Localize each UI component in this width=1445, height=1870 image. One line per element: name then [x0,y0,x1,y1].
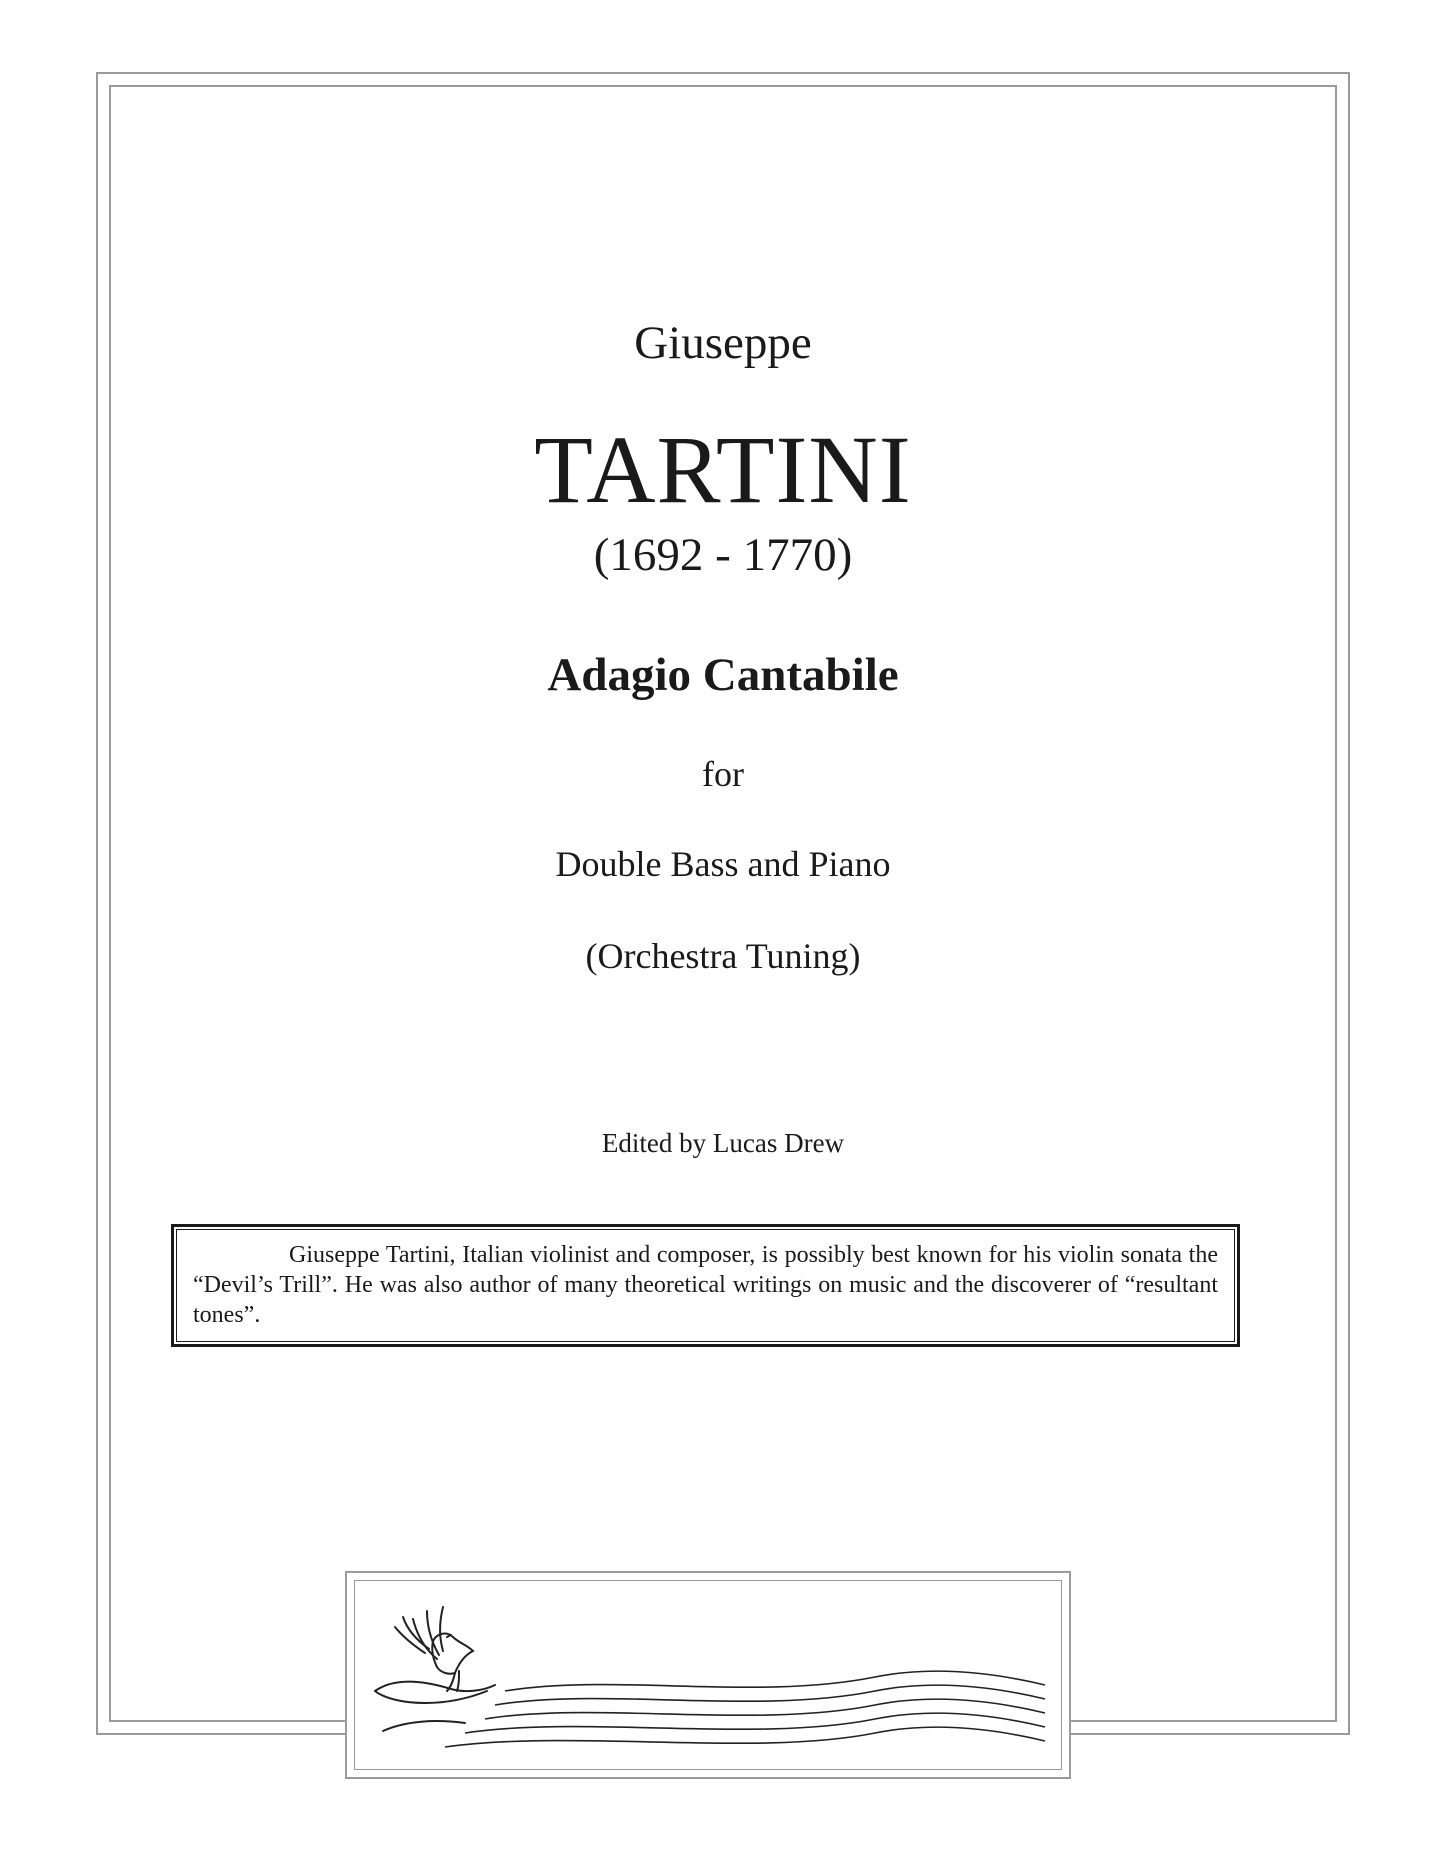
piece-title: Adagio Cantabile [547,649,899,701]
bio-box-inner [176,1229,1235,1342]
for-label: for [702,754,744,794]
tuning-note: (Orchestra Tuning) [585,936,861,976]
composer-last-name: TARTINI [534,416,912,523]
bio-box [171,1224,1240,1347]
composer-first-name: Giuseppe [634,317,812,369]
dove-on-hand-icon [355,1581,1065,1773]
bio-text: Giuseppe Tartini, Italian violinist and composer, is possibly best known for his violin sonata the “Devil’s Trill”. He was also author of many theoretical writings on music and the discoverer of “resultant tones”. [193,1242,1218,1328]
publisher-logo-box [345,1571,1071,1779]
publisher-logo [354,1580,1062,1770]
editor-credit: Edited by Lucas Drew [601,1128,845,1158]
composer-dates: (1692 - 1770) [593,529,853,581]
instrumentation: Double Bass and Piano [555,844,891,884]
